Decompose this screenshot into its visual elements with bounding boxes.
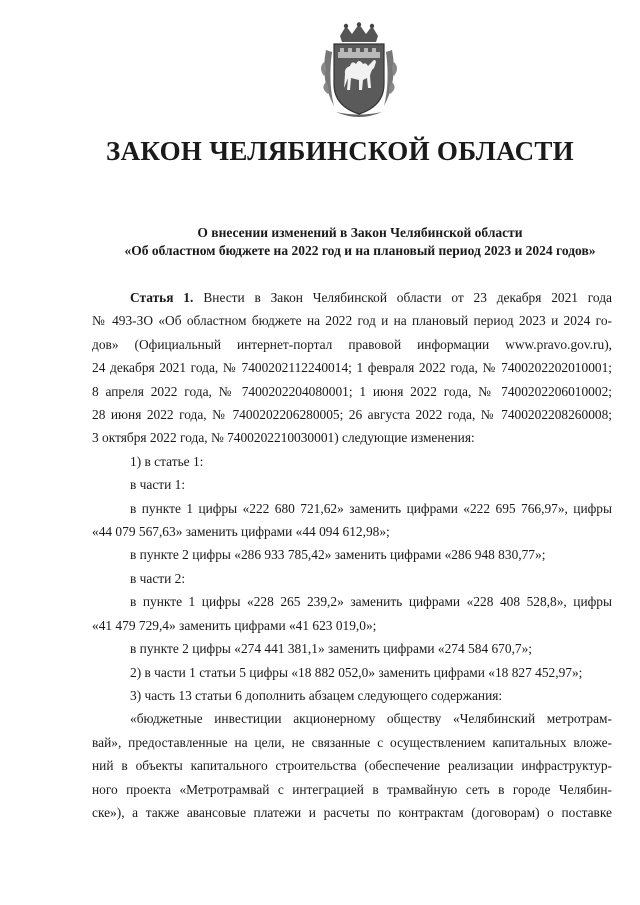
article-line-6: 28 июня 2022 года, № 7400202206280005; 26 августа 2022 года, № 7400202208260008;: [92, 407, 612, 423]
item-line: ний в объекты капитального строительства (обеспечение реализации инфраструктур-: [92, 758, 612, 774]
item-line: 2) в части 1 статьи 5 цифры «18 882 052,0» заменить цифрами «18 827 452,97»;: [130, 664, 583, 680]
article-line-7: 3 октября 2022 года, № 7400202210030001) следующие изменения:: [92, 430, 475, 446]
article-line-4: 24 декабря 2021 года, № 7400202112240014; 1 февраля 2022 года, № 7400202202010001;: [92, 360, 612, 376]
item-line: 3) часть 13 статьи 6 дополнить абзацем следующего содержания:: [130, 687, 503, 703]
item-line: «41 479 729,4» заменить цифрами «41 623 019,0»;: [92, 617, 377, 633]
document-title: ЗАКОН ЧЕЛЯБИНСКОЙ ОБЛАСТИ: [106, 136, 574, 166]
document-subtitle: [90, 224, 630, 260]
coat-of-arms-icon: [318, 22, 400, 122]
article-line-1: Внести в Закон Челябинской области от 23 декабря 2021 года: [203, 290, 612, 305]
item-line: «бюджетные инвестиции акционерному обществу «Челябинский метротрам-: [130, 711, 612, 727]
subtitle-line-2: «Об областном бюджете на 2022 год и на плановый период 2023 и 2024 годов»: [124, 243, 596, 258]
item-line: в части 1:: [130, 477, 186, 493]
article-first-line: [92, 286, 612, 309]
item-line: вай», предоставленные на цели, не связанные с осуществлением капитальных вложе-: [92, 734, 612, 750]
item-line: в пункте 2 цифры «274 441 381,1» заменить цифрами «274 584 670,7»;: [130, 641, 533, 657]
subtitle-line-1: О внесении изменений в Закон Челябинской области: [197, 225, 523, 240]
item-line: в части 2:: [130, 570, 186, 586]
item-line: в пункте 1 цифры «222 680 721,62» заменить цифрами «222 695 766,97», цифры: [130, 500, 612, 516]
article-line-2: № 493-ЗО «Об областном бюджете на 2022 год и на плановый период 2023 и 2024 го-: [92, 313, 612, 329]
item-line: в пункте 2 цифры «286 933 785,42» заменить цифрами «286 948 830,77»;: [130, 547, 546, 563]
item-line: ске»), а также авансовые платежи и расчеты по контрактам (договорам) о поставке: [92, 804, 612, 820]
item-line: «44 079 567,63» заменить цифрами «44 094 612,98»;: [92, 524, 390, 540]
item-line: ного проекта «Метротрамвай с интеграцией в трамвайную сеть в городе Челябин-: [92, 781, 612, 797]
article-line-3: дов» (Официальный интернет-портал правовой информации www.pravo.gov.ru),: [92, 336, 612, 352]
item-line: 1) в статье 1:: [130, 453, 204, 469]
article-label: Статья 1.: [130, 290, 194, 305]
article-line-5: 8 апреля 2022 года, № 7400202204080001; 1 июня 2022 года, № 7400202206010002;: [92, 383, 612, 399]
document-body: [92, 286, 612, 824]
item-line: в пункте 1 цифры «228 265 239,2» заменить цифрами «228 408 528,8», цифры: [130, 594, 612, 610]
